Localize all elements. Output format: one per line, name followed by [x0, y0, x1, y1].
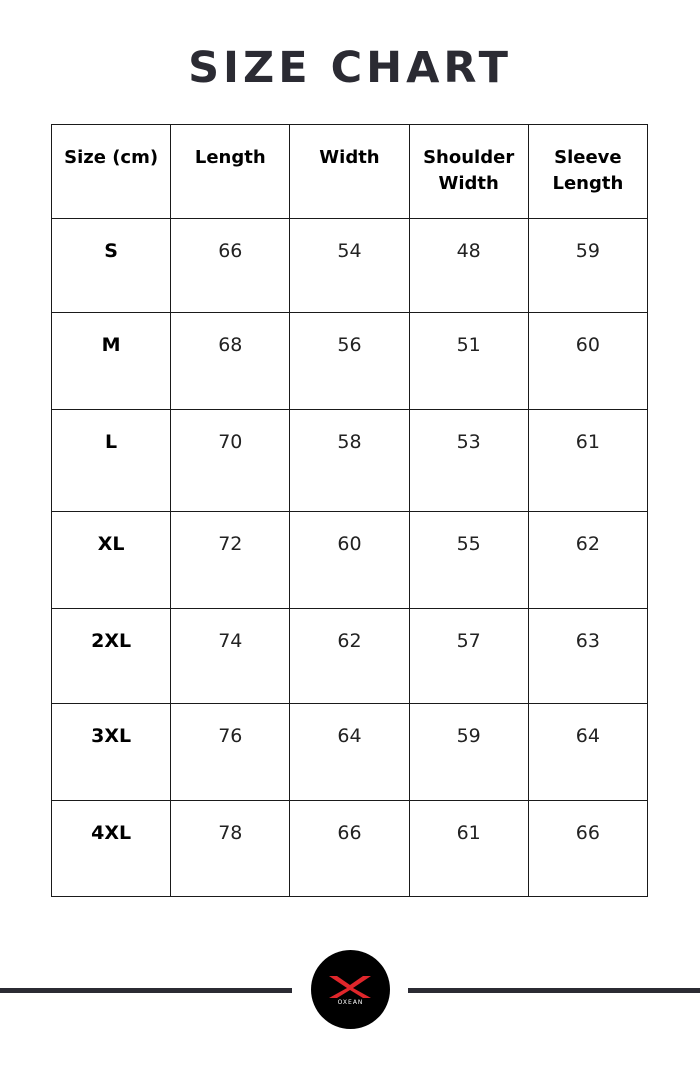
- sleeve-cell: 60: [528, 313, 647, 410]
- size-cell: 3XL: [52, 704, 171, 801]
- length-cell: 78: [171, 801, 290, 897]
- header-sleeve-line1: Sleeve: [554, 147, 622, 168]
- shoulder-cell: 48: [409, 219, 528, 313]
- table-row: [52, 609, 648, 704]
- width-cell: 66: [290, 801, 409, 897]
- table-row: [52, 512, 648, 609]
- size-cell: 2XL: [52, 609, 171, 704]
- width-cell: 54: [290, 219, 409, 313]
- page-title: SIZE CHART: [188, 43, 512, 93]
- size-cell: XL: [52, 512, 171, 609]
- size-cell: 4XL: [52, 801, 171, 897]
- shoulder-cell: 57: [409, 609, 528, 704]
- sleeve-cell: 62: [528, 512, 647, 609]
- length-cell: 68: [171, 313, 290, 410]
- shoulder-cell: 55: [409, 512, 528, 609]
- header-shoulder-line1: Shoulder: [423, 147, 515, 168]
- sleeve-cell: 63: [528, 609, 647, 704]
- table-row: [52, 801, 648, 897]
- size-cell: M: [52, 313, 171, 410]
- width-cell: 58: [290, 410, 409, 512]
- table-row: [52, 313, 648, 410]
- footer-divider-left: [0, 988, 292, 993]
- length-cell: 76: [171, 704, 290, 801]
- x-logo-icon: [311, 950, 390, 1029]
- header-size: Size (cm): [52, 125, 171, 219]
- brand-name: OXEAN: [337, 999, 364, 1006]
- header-length: Length: [171, 125, 290, 219]
- width-cell: 62: [290, 609, 409, 704]
- table-header-row: [52, 125, 648, 219]
- header-width: Width: [290, 125, 409, 219]
- sleeve-cell: 61: [528, 410, 647, 512]
- shoulder-cell: 61: [409, 801, 528, 897]
- header-shoulder-width: [409, 125, 528, 219]
- size-cell: L: [52, 410, 171, 512]
- shoulder-cell: 59: [409, 704, 528, 801]
- table-row: [52, 410, 648, 512]
- sleeve-cell: 64: [528, 704, 647, 801]
- header-sleeve-line2: Length: [552, 173, 624, 194]
- size-cell: S: [52, 219, 171, 313]
- footer-divider-right: [408, 988, 700, 993]
- header-sleeve-length: [528, 125, 647, 219]
- header-shoulder-line2: Width: [438, 173, 499, 194]
- brand-logo: [311, 950, 390, 1029]
- length-cell: 72: [171, 512, 290, 609]
- width-cell: 64: [290, 704, 409, 801]
- size-chart-table: [51, 124, 648, 897]
- sleeve-cell: 59: [528, 219, 647, 313]
- length-cell: 70: [171, 410, 290, 512]
- length-cell: 74: [171, 609, 290, 704]
- sleeve-cell: 66: [528, 801, 647, 897]
- shoulder-cell: 53: [409, 410, 528, 512]
- shoulder-cell: 51: [409, 313, 528, 410]
- length-cell: 66: [171, 219, 290, 313]
- table-row: [52, 219, 648, 313]
- width-cell: 56: [290, 313, 409, 410]
- table-row: [52, 704, 648, 801]
- width-cell: 60: [290, 512, 409, 609]
